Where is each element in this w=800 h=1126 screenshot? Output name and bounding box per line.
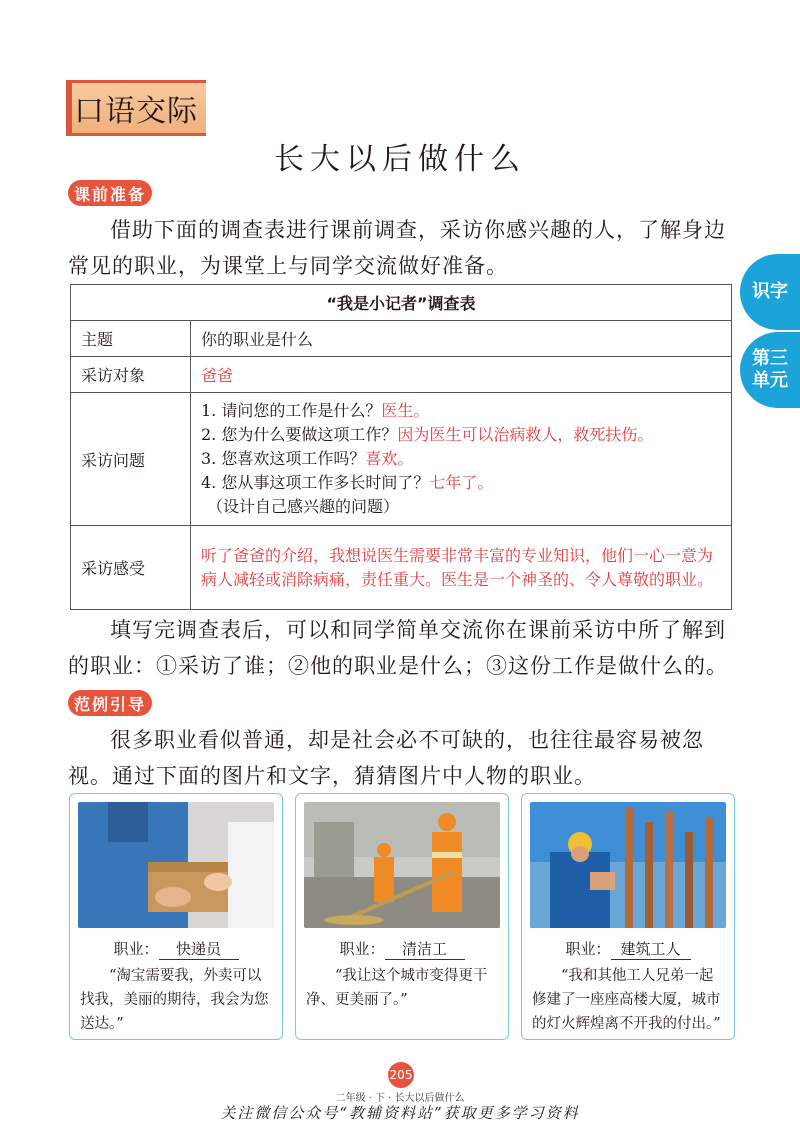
survey-table [70,284,732,610]
job-answer: 快递员 [159,938,239,960]
job-quote: “我和其他工人兄弟一起修建了一座座高楼大厦，城市的灯火辉煌离不开我的付出。” [532,968,721,1032]
guide-paragraph: 很多职业看似普通，却是社会必不可缺的，也往往最容易被忽视。通过下面的图片和文字，猜猜图片中人物的职业。 [68,728,704,788]
courier-photo [78,802,274,928]
question-text: 1. 请问您的工作是什么？ [201,401,382,420]
question-text: 3. 您喜欢这项工作吗？ [201,449,366,468]
job-card-builder [521,793,735,1040]
question-item [201,423,721,447]
guide-tag-text: 范例引导 [74,694,147,714]
job-answer: 建筑工人 [611,938,691,960]
prep-paragraph: 借助下面的调查表进行课前调查，采访你感兴趣的人，了解身边常见的职业，为课堂上与同学交流做好准备。 [68,218,726,278]
side-tab-unit-line1: 第三 [752,348,788,369]
section-label-text: 口语交际 [74,94,198,129]
job-quote: “我让这个城市变得更干净、更美丽了。” [306,968,488,1008]
builder-photo [530,802,726,928]
question-text: 2. 您为什么要做这项工作？ [201,425,398,444]
job-quote: “淘宝需要我，外卖可以找我，美丽的期待，我会为您送达。” [80,968,269,1032]
guide-tag [68,690,152,716]
cleaner-photo [304,802,500,928]
question-item [201,471,721,495]
job-card-courier [69,793,283,1040]
job-line-builder [522,938,734,960]
prep-tag [68,180,152,206]
feeling-label: 采访感受 [71,526,191,610]
question-item [201,399,721,423]
target-label: 采访对象 [71,357,191,393]
section-label [66,80,206,136]
survey-table-title: “我是小记者”调查表 [71,285,732,321]
answer-text: 七年了。 [429,473,494,492]
answer-text: 因为医生可以治病救人，救死扶伤。 [397,425,654,444]
job-prefix: 职业： [113,940,159,958]
page-title: 长大以后做什么 [274,142,526,177]
job-line-cleaner [296,938,508,960]
topic-label: 主题 [71,321,191,357]
side-tab-literacy[interactable] [740,254,800,330]
job-line-courier [70,938,282,960]
footer-caption: 二年级 · 下 · 长大以后做什么 [335,1093,465,1104]
question-item [201,447,721,471]
questions-note: （设计自己感兴趣的问题） [207,497,400,516]
page-number: 205 [388,1062,414,1088]
feeling-value: 听了爸爸的介绍，我想说医生需要非常丰富的专业知识，他们一心一意为病人减轻或消除病痛，责任重大。医生是一个神圣的、令人尊敬的职业。 [191,526,732,610]
prep-tag-text: 课前准备 [74,184,147,204]
after-table-paragraph: 填写完调查表后，可以和同学简单交流你在课前采访中所了解到的职业：①采访了谁；②他的职业是什么；③这份工作是做什么的。 [68,618,728,678]
questions-label: 采访问题 [71,393,191,526]
side-tab-unit-three[interactable] [740,332,800,408]
topic-value: 你的职业是什么 [191,321,732,357]
target-value: 爸爸 [191,357,732,393]
job-prefix: 职业： [339,940,385,958]
questions-cell [191,393,732,526]
footer-note: 关注微信公众号“教辅资料站”获取更多学习资料 [220,1104,580,1122]
job-card-cleaner [295,793,509,1040]
job-prefix: 职业： [565,940,611,958]
answer-text: 医生。 [381,401,430,420]
question-text: 4. 您从事这项工作多长时间了？ [201,473,430,492]
job-answer: 清洁工 [385,938,465,960]
side-tab-literacy-label: 识字 [752,281,788,302]
side-tab-unit-line2: 单元 [752,370,788,391]
answer-text: 喜欢。 [365,449,414,468]
